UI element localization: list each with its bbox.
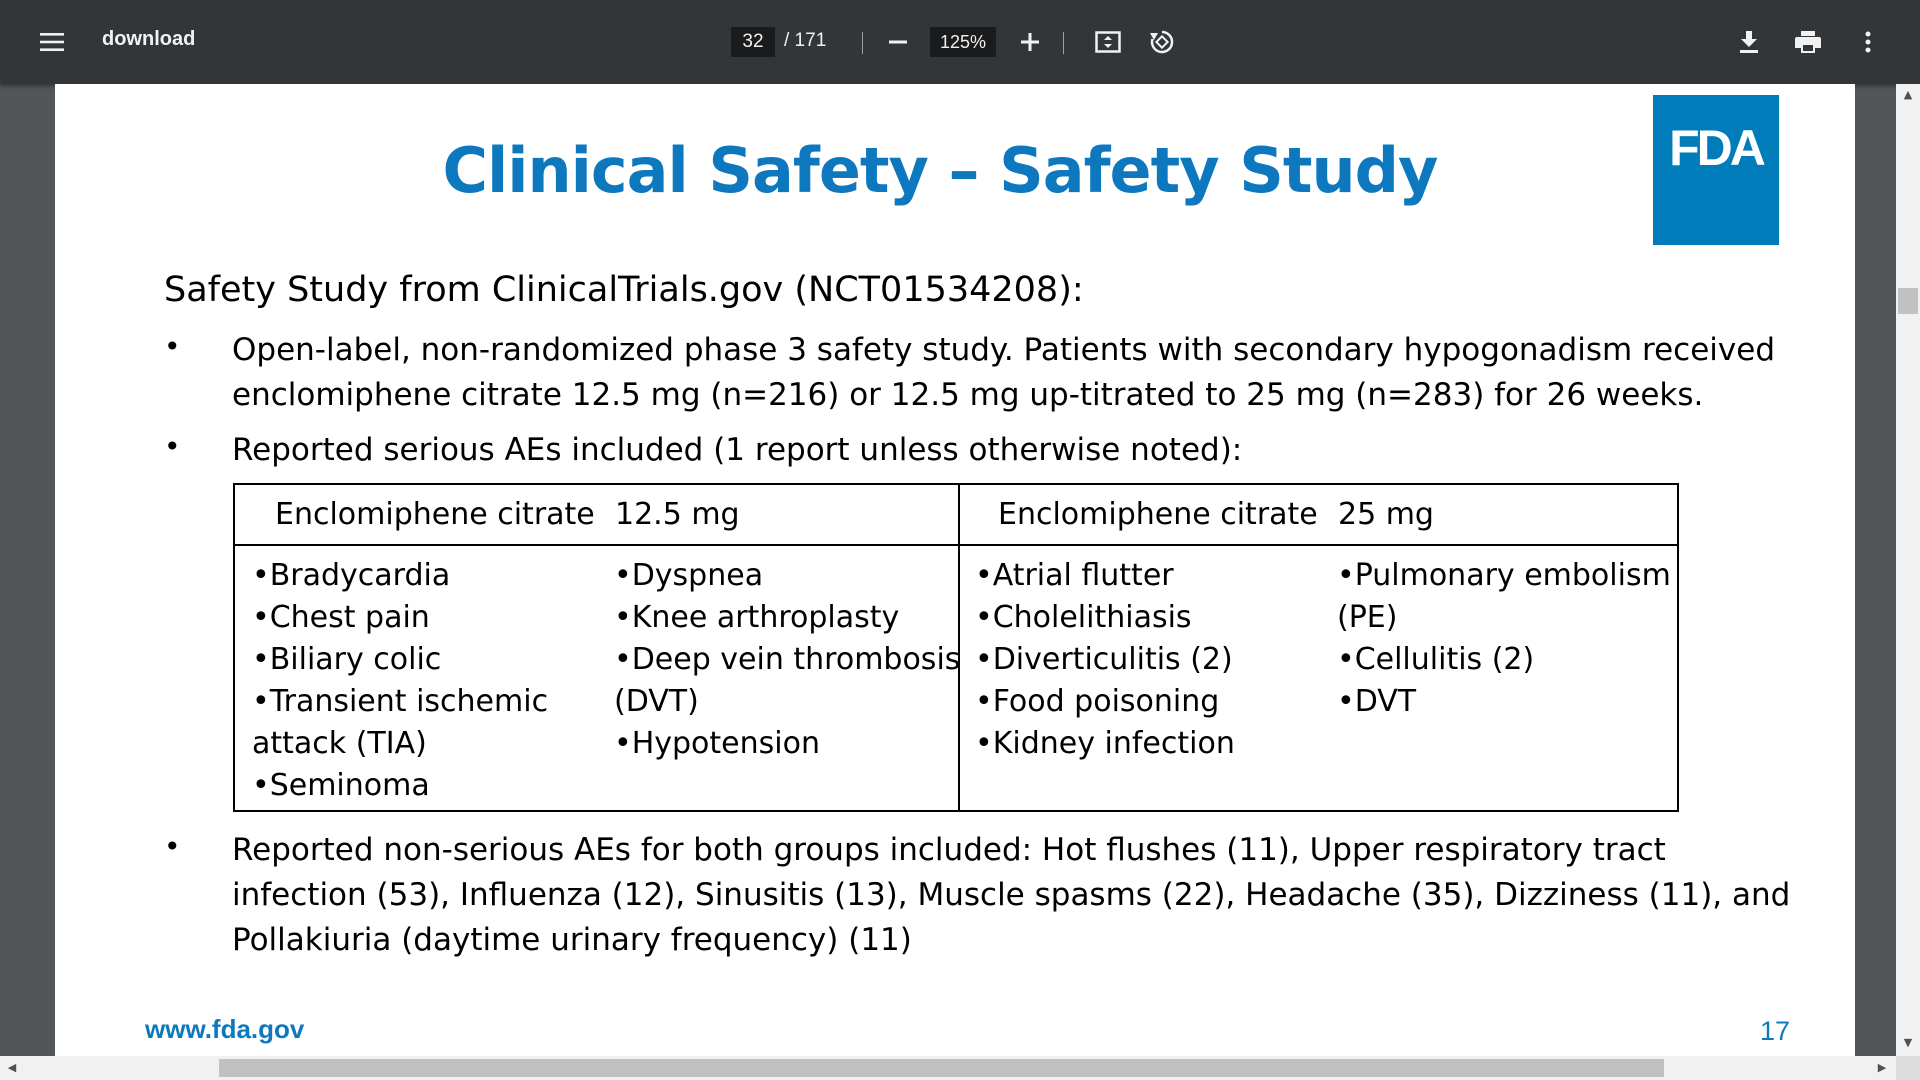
print-button[interactable] <box>1788 22 1828 62</box>
list-item: •Deep vein thrombosis <box>614 642 961 677</box>
list-item: •Food poisoning <box>975 684 1220 719</box>
print-icon <box>1795 31 1821 53</box>
fit-to-page-button[interactable] <box>1088 22 1128 62</box>
bullet-non-serious-aes: Reported non-serious AEs for both groups included: Hot flushes (11), Upper respiratory tract infection (53), Influenza (12), Sinusitis (13), Muscle spasms (22), Headache (35), Dizziness (11), and Pollakiuria (daytime urinary frequency) (11) <box>232 832 1791 958</box>
bullet-marker: • <box>164 430 181 463</box>
slide-page-number: 17 <box>1760 1016 1791 1046</box>
ae-list-25-col2 <box>1337 555 1671 723</box>
list-item: •Kidney infection <box>975 726 1235 761</box>
header-drug-12-5: Enclomiphene citrate <box>275 497 595 532</box>
scroll-up-arrow-icon[interactable]: ▲ <box>1903 88 1913 101</box>
list-item: •Biliary colic <box>252 642 442 677</box>
document-title: download <box>102 28 196 50</box>
list-item: •Knee arthroplasty <box>614 600 900 635</box>
rotate-icon <box>1149 29 1175 55</box>
zoom-in-button[interactable] <box>1010 22 1050 62</box>
bullet-study-design: Open-label, non-randomized phase 3 safety study. Patients with secondary hypogonadism received enclomiphene citrate 12.5 mg (n=216) or 12.5 mg up-titrated to 25 mg (n=283) for 26 weeks. <box>232 332 1776 413</box>
ae-list-25-col1 <box>975 555 1235 765</box>
ae-list-12-5-col1 <box>252 555 548 807</box>
bullet-marker: • <box>164 830 181 863</box>
header-dose-12-5: 12.5 mg <box>615 497 740 532</box>
list-item: •Dyspnea <box>614 558 764 593</box>
page-number-input[interactable] <box>731 27 775 57</box>
list-item: •Cellulitis (2) <box>1337 642 1535 677</box>
rotate-button[interactable] <box>1142 22 1182 62</box>
list-item: •Transient ischemic <box>252 684 549 719</box>
hamburger-menu-icon[interactable] <box>32 22 72 62</box>
download-icon <box>1739 31 1759 53</box>
zoom-out-button[interactable] <box>878 22 918 62</box>
list-item: •Hypotension <box>614 726 820 761</box>
vertical-scroll-thumb[interactable] <box>1898 288 1918 314</box>
horizontal-scroll-thumb[interactable] <box>219 1059 1664 1077</box>
header-drug-25: Enclomiphene citrate <box>998 497 1318 532</box>
list-item: attack (TIA) <box>252 726 427 761</box>
list-item: •Bradycardia <box>252 558 451 593</box>
plus-icon <box>1021 33 1039 51</box>
download-button[interactable] <box>1729 22 1769 62</box>
list-item: •Cholelithiasis <box>975 600 1192 635</box>
list-item: •Diverticulitis (2) <box>975 642 1233 677</box>
minus-icon <box>889 40 907 44</box>
toolbar-divider <box>1063 32 1064 54</box>
slide-subtitle: Safety Study from ClinicalTrials.gov (NCT01534208): <box>164 270 1084 310</box>
slide-title: Clinical Safety – Safety Study <box>442 134 1438 207</box>
scroll-right-arrow-icon[interactable]: ▶ <box>1877 1061 1887 1074</box>
header-dose-25: 25 mg <box>1338 497 1434 532</box>
vertical-scrollbar[interactable] <box>1896 84 1920 1056</box>
list-item: •DVT <box>1337 684 1417 719</box>
bullet-marker: • <box>164 330 181 363</box>
fit-to-page-icon <box>1095 31 1121 53</box>
ae-list-12-5-col2 <box>614 555 960 765</box>
page-total: / 171 <box>784 30 827 51</box>
bullet-serious-aes: Reported serious AEs included (1 report unless otherwise noted): <box>232 432 1243 468</box>
fda-logo: FDA <box>1653 95 1779 245</box>
table-divider <box>235 544 1677 546</box>
list-item: (PE) <box>1337 600 1398 635</box>
scroll-down-arrow-icon[interactable]: ▼ <box>1903 1036 1913 1049</box>
toolbar-divider <box>862 32 863 54</box>
pdf-toolbar <box>0 0 1920 84</box>
list-item: (DVT) <box>614 684 699 719</box>
more-options-button[interactable] <box>1848 22 1888 62</box>
footer-url: www.fda.gov <box>145 1014 305 1044</box>
list-item: •Seminoma <box>252 768 430 803</box>
list-item: •Chest pain <box>252 600 430 635</box>
list-item: •Atrial flutter <box>975 558 1174 593</box>
pdf-page <box>55 84 1855 1056</box>
serious-ae-table <box>233 483 1679 812</box>
more-vert-icon <box>1865 31 1871 53</box>
zoom-level-input[interactable] <box>930 27 996 57</box>
scroll-left-arrow-icon[interactable]: ◀ <box>7 1061 17 1074</box>
scrollbar-corner <box>1896 1056 1920 1080</box>
list-item: •Pulmonary embolism <box>1337 558 1671 593</box>
